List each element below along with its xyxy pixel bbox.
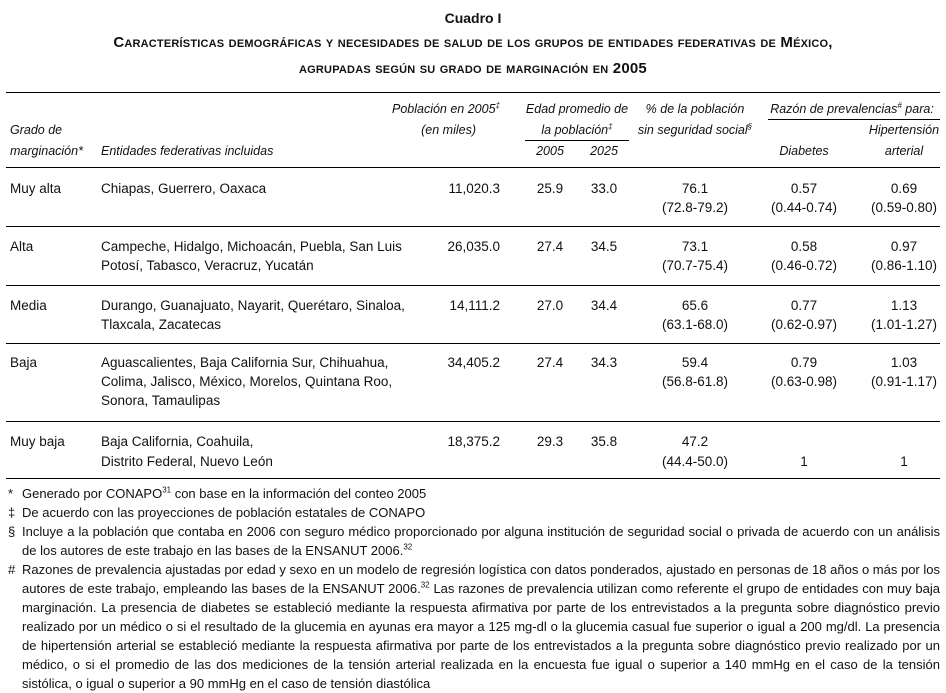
row-pct-ci: (63.1-68.0) <box>661 317 729 332</box>
table-label: Cuadro I <box>444 10 502 26</box>
row-edad-2005: 29.3 <box>536 434 564 449</box>
row-hipertension: 1.13 <box>890 298 918 313</box>
header-pct-line1: % de la población <box>645 102 745 116</box>
row-edad-2005: 27.4 <box>536 239 564 254</box>
row-pct: 47.2 <box>681 434 709 449</box>
header-pct-line2: sin seguridad social§ <box>637 121 753 137</box>
row-entidades: Chiapas, Guerrero, Oaxaca <box>101 181 267 196</box>
row-entidades: Aguascalientes, Baja California Sur, Chihuahua, <box>101 355 389 370</box>
row-entidades: Tlaxcala, Zacatecas <box>101 317 222 332</box>
row-entidades: Potosí, Tabasco, Veracruz, Yucatán <box>101 258 314 273</box>
table-title-line2: agrupadas según su grado de marginación en 2005 <box>299 60 647 77</box>
row-pct-ci: (44.4-50.0) <box>661 454 729 469</box>
row-hipertension-ci: (1.01-1.27) <box>870 317 938 332</box>
row-edad-2025: 35.8 <box>590 434 618 449</box>
row-edad-2025: 33.0 <box>590 181 618 196</box>
row-poblacion: 34,405.2 <box>447 355 500 370</box>
row-hipertension: 0.69 <box>890 181 918 196</box>
row-diabetes: 0.58 <box>790 239 818 254</box>
row-entidades: Baja California, Coahuila, <box>101 434 254 449</box>
table-top-rule <box>6 92 940 93</box>
row-poblacion: 14,111.2 <box>449 298 500 313</box>
footnote: ‡ De acuerdo con las proyecciones de población estatales de CONAPO <box>8 505 426 520</box>
header-hiper-line2: arterial <box>884 144 924 158</box>
header-grado-line1: Grado de <box>10 123 63 137</box>
header-poblacion-line1: Población en 2005‡ <box>391 100 500 116</box>
row-divider <box>6 285 940 286</box>
table-bottom-rule <box>6 478 940 479</box>
header-hiper-line1: Hipertensión <box>868 123 940 137</box>
header-grado-line2: marginación* <box>10 144 83 158</box>
row-pct-ci: (70.7-75.4) <box>661 258 729 273</box>
row-pct: 65.6 <box>681 298 709 313</box>
row-edad-2005: 27.0 <box>536 298 564 313</box>
row-hipertension-ci: (0.59-0.80) <box>870 200 938 215</box>
header-edad-line2: la población‡ <box>541 121 613 137</box>
row-edad-2025: 34.4 <box>590 298 618 313</box>
header-edad-line1: Edad promedio de <box>525 102 629 116</box>
footnote: # Razones de prevalencia ajustadas por edad y sexo en un modelo de regresión logística con datos ponderados, ajustado en personas de 18 años o más por los autores de este trabajo, empleando las bases de la ENSANUT 2006.32 Las razones de prevalencia utilizan como referente el grupo de entidades con muy baja marginación. La presencia de diabetes se estableció mediante la respuesta afirmativa por parte de los entrevistados a la pregunta sobre diagnóstico previo realizado por un médico o si el resultado de la glucemia en ayunas era mayor a 125 mg-dl o la glucemia casual fue superior o igual a 200 mg/dl. La presencia de hipertensión arterial se estableció mediante la respuesta afirmativa por parte de los entrevistados a la pregunta sobre diagnóstico previo realizado por un médico, o si el promedio de las dos mediciones de la tensión arterial realizada en la encuesta fue igual o superior a 140 mmHg en el caso de la tensión sistólica, o igual o superior a 90 mmHg en el caso de tensión diastólica <box>8 562 941 691</box>
row-entidades: Distrito Federal, Nuevo León <box>101 454 273 469</box>
row-hipertension: 1 <box>900 454 908 469</box>
row-diabetes: 0.57 <box>790 181 818 196</box>
row-grado: Muy baja <box>10 434 65 449</box>
row-edad-2025: 34.5 <box>590 239 618 254</box>
row-divider <box>6 226 940 227</box>
row-poblacion: 18,375.2 <box>447 434 500 449</box>
header-bottom-rule <box>6 167 940 168</box>
row-grado: Muy alta <box>10 181 62 196</box>
row-edad-2005: 25.9 <box>536 181 564 196</box>
row-hipertension-ci: (0.86-1.10) <box>870 258 938 273</box>
row-grado: Alta <box>10 239 34 254</box>
row-pct-ci: (72.8-79.2) <box>661 200 729 215</box>
row-pct: 59.4 <box>681 355 709 370</box>
row-entidades: Sonora, Tamaulipas <box>101 393 221 408</box>
row-diabetes-ci: (0.62-0.97) <box>770 317 838 332</box>
row-diabetes-ci: (0.44-0.74) <box>770 200 838 215</box>
row-pct: 73.1 <box>681 239 709 254</box>
footnotes <box>8 484 940 693</box>
header-poblacion-line2: (en miles) <box>421 123 476 137</box>
row-pct: 76.1 <box>681 181 709 196</box>
row-diabetes-ci: (0.46-0.72) <box>770 258 838 273</box>
row-entidades: Campeche, Hidalgo, Michoacán, Puebla, San Luis <box>101 239 402 254</box>
row-entidades: Durango, Guanajuato, Nayarit, Querétaro, Sinaloa, <box>101 298 405 313</box>
row-diabetes-ci: (0.63-0.98) <box>770 374 838 389</box>
row-divider <box>6 343 940 344</box>
row-diabetes: 0.77 <box>790 298 818 313</box>
row-entidades: Colima, Jalisco, México, Morelos, Quintana Roo, <box>101 374 393 389</box>
row-hipertension-ci: (0.91-1.17) <box>870 374 938 389</box>
row-hipertension: 1.03 <box>890 355 918 370</box>
row-poblacion: 11,020.3 <box>448 181 500 196</box>
row-edad-2025: 34.3 <box>590 355 618 370</box>
footnote: * Generado por CONAPO$^{31}$ con base en la información del conteo 2005 <box>8 485 427 501</box>
row-grado: Baja <box>10 355 38 370</box>
row-edad-2005: 27.4 <box>536 355 564 370</box>
header-entidades: Entidades federativas incluidas <box>101 144 274 158</box>
row-diabetes: 1 <box>800 454 808 469</box>
row-poblacion: 26,035.0 <box>447 239 500 254</box>
row-diabetes: 0.79 <box>790 355 818 370</box>
header-edad-2005: 2005 <box>536 144 564 158</box>
row-grado: Media <box>10 298 47 313</box>
footnote: § Incluye a la población que contaba en 2006 con seguro médico proporcionado por alguna institución de seguridad social o privada de acuerdo con un análisis de los autores de este trabajo en las bases de la ENSANUT 2006.32 <box>8 524 940 558</box>
header-razon: Razón de prevalencias# para: <box>770 100 934 116</box>
table-title-line1: Características demográficas y necesidades de salud de los grupos de entidades federativas de México, <box>113 34 833 51</box>
row-hipertension: 0.97 <box>890 239 918 254</box>
header-edad-2025: 2025 <box>590 144 618 158</box>
header-diabetes: Diabetes <box>779 144 829 158</box>
row-divider <box>6 421 940 422</box>
row-pct-ci: (56.8-61.8) <box>661 374 729 389</box>
